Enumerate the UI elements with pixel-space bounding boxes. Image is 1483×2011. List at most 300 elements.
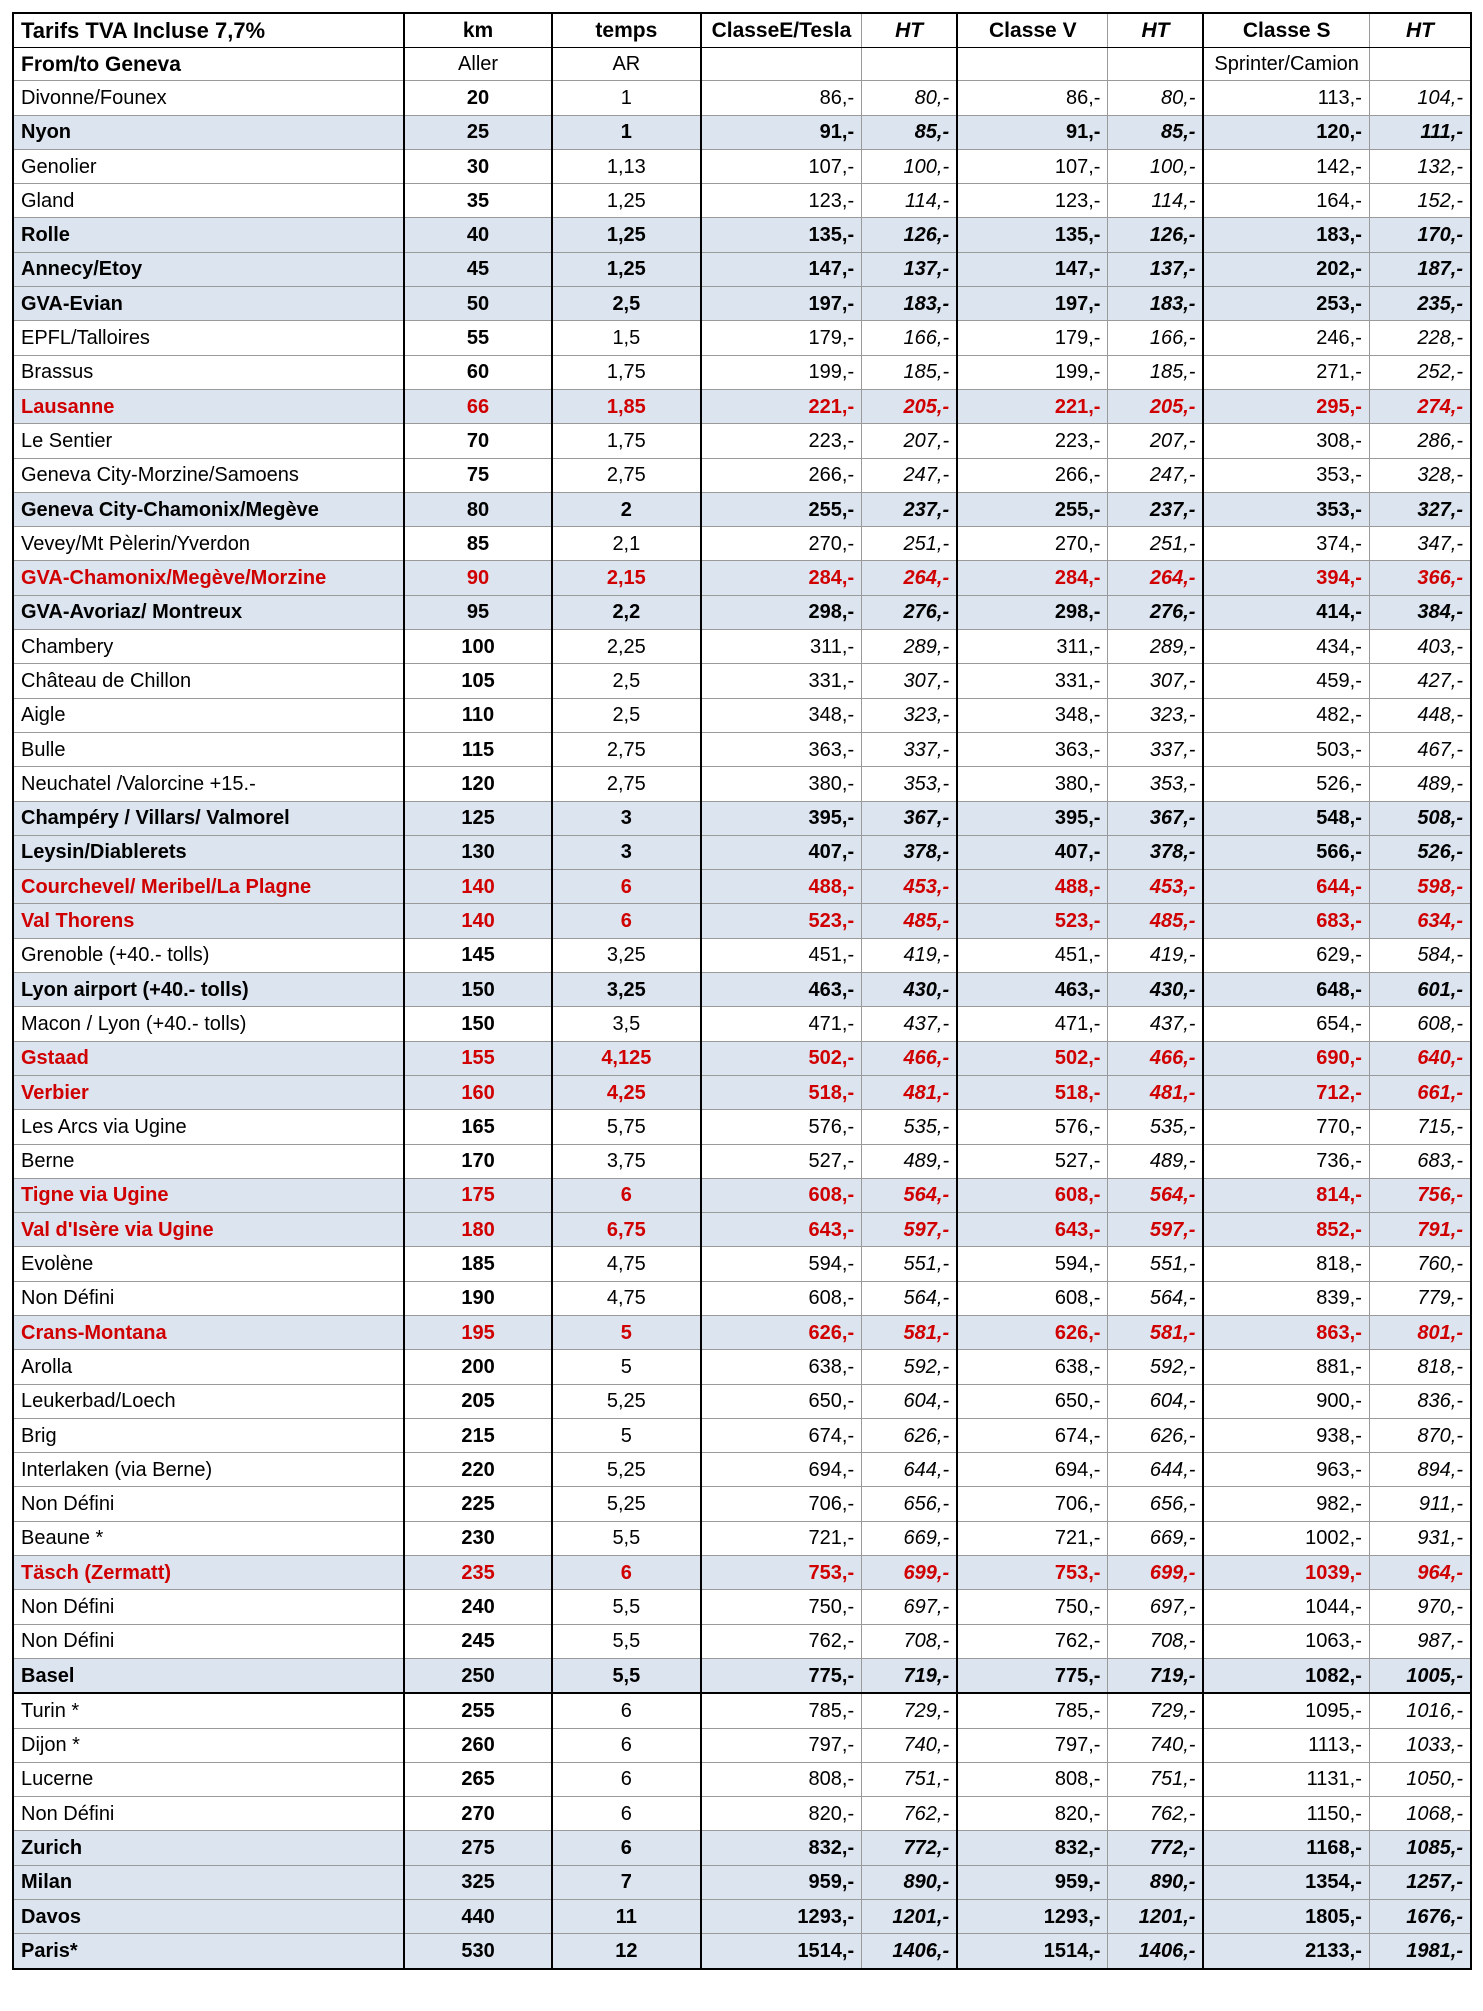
classe-s-ht-cell: 801,- bbox=[1369, 1315, 1471, 1349]
time-cell: 1,25 bbox=[552, 218, 701, 252]
table-row bbox=[13, 1797, 1471, 1831]
table-row bbox=[13, 1075, 1471, 1109]
km-cell: 215 bbox=[404, 1418, 552, 1452]
classe-s-ht-cell: 252,- bbox=[1369, 355, 1471, 389]
aller-label: Aller bbox=[404, 48, 552, 81]
classe-s-price-cell: 113,- bbox=[1203, 81, 1369, 115]
classe-v-ht-cell: 80,- bbox=[1108, 81, 1204, 115]
classe-e-price-cell: 721,- bbox=[701, 1521, 862, 1555]
km-cell: 66 bbox=[404, 389, 552, 423]
classe-e-price-cell: 808,- bbox=[701, 1762, 862, 1796]
destination-cell: Gstaad bbox=[13, 1041, 404, 1075]
classe-v-price-cell: 797,- bbox=[957, 1728, 1108, 1762]
classe-e-price-cell: 502,- bbox=[701, 1041, 862, 1075]
classe-e-ht-cell: 1406,- bbox=[862, 1934, 958, 1969]
destination-cell: Courchevel/ Meribel/La Plagne bbox=[13, 870, 404, 904]
classe-e-price-cell: 594,- bbox=[701, 1247, 862, 1281]
table-row bbox=[13, 698, 1471, 732]
classe-s-ht-cell: 911,- bbox=[1369, 1487, 1471, 1521]
classe-s-price-cell: 164,- bbox=[1203, 184, 1369, 218]
classe-v-ht-cell: 762,- bbox=[1108, 1797, 1204, 1831]
km-cell: 40 bbox=[404, 218, 552, 252]
classe-e-price-cell: 1514,- bbox=[701, 1934, 862, 1969]
classe-e-ht-cell: 751,- bbox=[862, 1762, 958, 1796]
destination-cell: Täsch (Zermatt) bbox=[13, 1556, 404, 1590]
classe-s-ht-cell: 366,- bbox=[1369, 561, 1471, 595]
time-cell: 2,2 bbox=[552, 595, 701, 629]
km-cell: 25 bbox=[404, 115, 552, 149]
classe-v-price-cell: 594,- bbox=[957, 1247, 1108, 1281]
classe-v-price-cell: 753,- bbox=[957, 1556, 1108, 1590]
classe-v-price-cell: 762,- bbox=[957, 1624, 1108, 1658]
classe-s-price-cell: 963,- bbox=[1203, 1453, 1369, 1487]
destination-cell: Bulle bbox=[13, 732, 404, 766]
classe-v-ht-cell: 100,- bbox=[1108, 149, 1204, 183]
classe-s-ht-cell: 1981,- bbox=[1369, 1934, 1471, 1969]
time-cell: 1,75 bbox=[552, 355, 701, 389]
classe-s-ht-cell: 756,- bbox=[1369, 1178, 1471, 1212]
table-row bbox=[13, 1556, 1471, 1590]
km-cell: 45 bbox=[404, 252, 552, 286]
classe-e-price-cell: 576,- bbox=[701, 1110, 862, 1144]
classe-s-price-cell: 683,- bbox=[1203, 904, 1369, 938]
classe-v-price-cell: 527,- bbox=[957, 1144, 1108, 1178]
col-header-ht-s: HT bbox=[1369, 13, 1471, 48]
classe-s-price-cell: 863,- bbox=[1203, 1315, 1369, 1349]
time-cell: 6 bbox=[552, 1556, 701, 1590]
table-row bbox=[13, 1144, 1471, 1178]
destination-cell: Zurich bbox=[13, 1831, 404, 1865]
classe-v-price-cell: 179,- bbox=[957, 321, 1108, 355]
table-row bbox=[13, 81, 1471, 115]
classe-s-ht-cell: 448,- bbox=[1369, 698, 1471, 732]
classe-v-ht-cell: 535,- bbox=[1108, 1110, 1204, 1144]
classe-s-price-cell: 353,- bbox=[1203, 492, 1369, 526]
classe-v-ht-cell: 592,- bbox=[1108, 1350, 1204, 1384]
destination-cell: Château de Chillon bbox=[13, 664, 404, 698]
classe-s-ht-cell: 489,- bbox=[1369, 767, 1471, 801]
km-cell: 140 bbox=[404, 870, 552, 904]
time-cell: 5,5 bbox=[552, 1590, 701, 1624]
classe-v-price-cell: 197,- bbox=[957, 287, 1108, 321]
classe-s-price-cell: 1002,- bbox=[1203, 1521, 1369, 1555]
time-cell: 6 bbox=[552, 870, 701, 904]
table-row bbox=[13, 287, 1471, 321]
time-cell: 1,75 bbox=[552, 424, 701, 458]
classe-s-ht-cell: 601,- bbox=[1369, 973, 1471, 1007]
classe-e-ht-cell: 604,- bbox=[862, 1384, 958, 1418]
destination-cell: Arolla bbox=[13, 1350, 404, 1384]
classe-s-ht-cell: 132,- bbox=[1369, 149, 1471, 183]
classe-e-ht-cell: 551,- bbox=[862, 1247, 958, 1281]
classe-e-price-cell: 395,- bbox=[701, 801, 862, 835]
classe-s-price-cell: 1150,- bbox=[1203, 1797, 1369, 1831]
classe-e-ht-cell: 205,- bbox=[862, 389, 958, 423]
classe-e-ht-cell: 367,- bbox=[862, 801, 958, 835]
time-cell: 2,5 bbox=[552, 698, 701, 732]
km-cell: 180 bbox=[404, 1213, 552, 1247]
time-cell: 5,5 bbox=[552, 1521, 701, 1555]
destination-cell: Evolène bbox=[13, 1247, 404, 1281]
classe-s-ht-cell: 327,- bbox=[1369, 492, 1471, 526]
classe-s-price-cell: 566,- bbox=[1203, 835, 1369, 869]
destination-cell: Non Défini bbox=[13, 1797, 404, 1831]
time-cell: 12 bbox=[552, 1934, 701, 1969]
destination-cell: Turin * bbox=[13, 1693, 404, 1728]
classe-v-ht-cell: 367,- bbox=[1108, 801, 1204, 835]
destination-cell: Lyon airport (+40.- tolls) bbox=[13, 973, 404, 1007]
classe-s-ht-cell: 403,- bbox=[1369, 630, 1471, 664]
time-cell: 2,25 bbox=[552, 630, 701, 664]
classe-e-price-cell: 638,- bbox=[701, 1350, 862, 1384]
classe-v-price-cell: 86,- bbox=[957, 81, 1108, 115]
destination-cell: Interlaken (via Berne) bbox=[13, 1453, 404, 1487]
destination-cell: GVA-Chamonix/Megève/Morzine bbox=[13, 561, 404, 595]
classe-e-price-cell: 331,- bbox=[701, 664, 862, 698]
col-header-ht-v: HT bbox=[1108, 13, 1204, 48]
classe-e-ht-cell: 114,- bbox=[862, 184, 958, 218]
time-cell: 5,25 bbox=[552, 1487, 701, 1521]
classe-v-price-cell: 199,- bbox=[957, 355, 1108, 389]
classe-s-ht-cell: 1068,- bbox=[1369, 1797, 1471, 1831]
classe-s-price-cell: 881,- bbox=[1203, 1350, 1369, 1384]
classe-s-ht-cell: 836,- bbox=[1369, 1384, 1471, 1418]
classe-s-ht-cell: 584,- bbox=[1369, 938, 1471, 972]
time-cell: 5 bbox=[552, 1315, 701, 1349]
classe-s-ht-cell: 152,- bbox=[1369, 184, 1471, 218]
classe-s-price-cell: 814,- bbox=[1203, 1178, 1369, 1212]
classe-e-ht-cell: 719,- bbox=[862, 1658, 958, 1693]
classe-v-price-cell: 221,- bbox=[957, 389, 1108, 423]
classe-e-price-cell: 820,- bbox=[701, 1797, 862, 1831]
table-row bbox=[13, 424, 1471, 458]
table-row bbox=[13, 1658, 1471, 1693]
classe-s-price-cell: 736,- bbox=[1203, 1144, 1369, 1178]
classe-v-price-cell: 959,- bbox=[957, 1865, 1108, 1899]
classe-s-price-cell: 246,- bbox=[1203, 321, 1369, 355]
km-cell: 75 bbox=[404, 458, 552, 492]
classe-e-ht-cell: 669,- bbox=[862, 1521, 958, 1555]
destination-cell: Val Thorens bbox=[13, 904, 404, 938]
km-cell: 225 bbox=[404, 1487, 552, 1521]
classe-v-ht-cell: 489,- bbox=[1108, 1144, 1204, 1178]
time-cell: 5,25 bbox=[552, 1453, 701, 1487]
classe-s-ht-cell: 1257,- bbox=[1369, 1865, 1471, 1899]
classe-s-ht-cell: 427,- bbox=[1369, 664, 1471, 698]
km-cell: 440 bbox=[404, 1900, 552, 1934]
time-cell: 3,75 bbox=[552, 1144, 701, 1178]
time-cell: 1,5 bbox=[552, 321, 701, 355]
classe-e-price-cell: 135,- bbox=[701, 218, 862, 252]
km-cell: 230 bbox=[404, 1521, 552, 1555]
classe-v-price-cell: 674,- bbox=[957, 1418, 1108, 1452]
classe-e-price-cell: 91,- bbox=[701, 115, 862, 149]
km-cell: 110 bbox=[404, 698, 552, 732]
time-cell: 4,25 bbox=[552, 1075, 701, 1109]
classe-s-ht-cell: 228,- bbox=[1369, 321, 1471, 355]
classe-v-ht-cell: 337,- bbox=[1108, 732, 1204, 766]
classe-e-price-cell: 199,- bbox=[701, 355, 862, 389]
classe-s-ht-cell: 870,- bbox=[1369, 1418, 1471, 1452]
km-cell: 185 bbox=[404, 1247, 552, 1281]
classe-s-ht-cell: 894,- bbox=[1369, 1453, 1471, 1487]
destination-cell: GVA-Evian bbox=[13, 287, 404, 321]
time-cell: 2 bbox=[552, 492, 701, 526]
classe-s-price-cell: 1063,- bbox=[1203, 1624, 1369, 1658]
table-row bbox=[13, 1418, 1471, 1452]
ar-label: AR bbox=[552, 48, 701, 81]
classe-s-price-cell: 839,- bbox=[1203, 1281, 1369, 1315]
classe-s-ht-cell: 608,- bbox=[1369, 1007, 1471, 1041]
table-row bbox=[13, 458, 1471, 492]
classe-s-ht-cell: 661,- bbox=[1369, 1075, 1471, 1109]
km-cell: 55 bbox=[404, 321, 552, 355]
classe-s-price-cell: 712,- bbox=[1203, 1075, 1369, 1109]
destination-cell: Val d'Isère via Ugine bbox=[13, 1213, 404, 1247]
classe-v-ht-cell: 247,- bbox=[1108, 458, 1204, 492]
classe-v-price-cell: 750,- bbox=[957, 1590, 1108, 1624]
classe-s-ht-cell: 640,- bbox=[1369, 1041, 1471, 1075]
classe-v-price-cell: 270,- bbox=[957, 527, 1108, 561]
table-row bbox=[13, 389, 1471, 423]
time-cell: 2,5 bbox=[552, 287, 701, 321]
classe-s-ht-cell: 347,- bbox=[1369, 527, 1471, 561]
time-cell: 3,25 bbox=[552, 973, 701, 1007]
classe-v-ht-cell: 437,- bbox=[1108, 1007, 1204, 1041]
classe-v-price-cell: 638,- bbox=[957, 1350, 1108, 1384]
destination-cell: Divonne/Founex bbox=[13, 81, 404, 115]
table-row bbox=[13, 1590, 1471, 1624]
classe-s-price-cell: 482,- bbox=[1203, 698, 1369, 732]
time-cell: 3 bbox=[552, 801, 701, 835]
classe-v-ht-cell: 323,- bbox=[1108, 698, 1204, 732]
time-cell: 2,5 bbox=[552, 664, 701, 698]
classe-e-price-cell: 451,- bbox=[701, 938, 862, 972]
table-row bbox=[13, 801, 1471, 835]
table-row bbox=[13, 355, 1471, 389]
classe-e-ht-cell: 437,- bbox=[862, 1007, 958, 1041]
classe-s-price-cell: 644,- bbox=[1203, 870, 1369, 904]
classe-e-price-cell: 527,- bbox=[701, 1144, 862, 1178]
classe-s-price-cell: 295,- bbox=[1203, 389, 1369, 423]
classe-e-ht-cell: 1201,- bbox=[862, 1900, 958, 1934]
classe-s-price-cell: 353,- bbox=[1203, 458, 1369, 492]
classe-v-price-cell: 518,- bbox=[957, 1075, 1108, 1109]
classe-s-ht-cell: 235,- bbox=[1369, 287, 1471, 321]
classe-e-price-cell: 223,- bbox=[701, 424, 862, 458]
classe-v-price-cell: 1514,- bbox=[957, 1934, 1108, 1969]
destination-cell: Verbier bbox=[13, 1075, 404, 1109]
classe-v-price-cell: 643,- bbox=[957, 1213, 1108, 1247]
classe-v-price-cell: 266,- bbox=[957, 458, 1108, 492]
col-header-classe-v: Classe V bbox=[957, 13, 1108, 48]
classe-v-price-cell: 523,- bbox=[957, 904, 1108, 938]
classe-s-price-cell: 526,- bbox=[1203, 767, 1369, 801]
classe-v-ht-cell: 289,- bbox=[1108, 630, 1204, 664]
classe-e-ht-cell: 137,- bbox=[862, 252, 958, 286]
classe-s-price-cell: 120,- bbox=[1203, 115, 1369, 149]
classe-e-ht-cell: 729,- bbox=[862, 1693, 958, 1728]
destination-cell: Geneva City-Morzine/Samoens bbox=[13, 458, 404, 492]
km-cell: 240 bbox=[404, 1590, 552, 1624]
classe-v-ht-cell: 656,- bbox=[1108, 1487, 1204, 1521]
classe-s-price-cell: 503,- bbox=[1203, 732, 1369, 766]
col-header-classe-e: ClasseE/Tesla bbox=[701, 13, 862, 48]
classe-e-price-cell: 797,- bbox=[701, 1728, 862, 1762]
classe-s-price-cell: 900,- bbox=[1203, 1384, 1369, 1418]
destination-cell: Non Défini bbox=[13, 1487, 404, 1521]
classe-e-price-cell: 197,- bbox=[701, 287, 862, 321]
classe-e-ht-cell: 126,- bbox=[862, 218, 958, 252]
time-cell: 5,75 bbox=[552, 1110, 701, 1144]
classe-e-ht-cell: 772,- bbox=[862, 1831, 958, 1865]
table-row bbox=[13, 1693, 1471, 1728]
table-row bbox=[13, 492, 1471, 526]
classe-v-ht-cell: 466,- bbox=[1108, 1041, 1204, 1075]
time-cell: 2,75 bbox=[552, 732, 701, 766]
classe-e-ht-cell: 264,- bbox=[862, 561, 958, 595]
classe-e-price-cell: 255,- bbox=[701, 492, 862, 526]
table-body bbox=[13, 81, 1471, 1969]
destination-cell: Le Sentier bbox=[13, 424, 404, 458]
classe-s-price-cell: 654,- bbox=[1203, 1007, 1369, 1041]
classe-e-ht-cell: 564,- bbox=[862, 1281, 958, 1315]
classe-e-price-cell: 311,- bbox=[701, 630, 862, 664]
classe-v-ht-cell: 453,- bbox=[1108, 870, 1204, 904]
classe-v-ht-cell: 564,- bbox=[1108, 1281, 1204, 1315]
classe-v-price-cell: 298,- bbox=[957, 595, 1108, 629]
classe-s-price-cell: 142,- bbox=[1203, 149, 1369, 183]
table-row bbox=[13, 664, 1471, 698]
km-cell: 325 bbox=[404, 1865, 552, 1899]
classe-s-price-cell: 1113,- bbox=[1203, 1728, 1369, 1762]
classe-s-ht-cell: 634,- bbox=[1369, 904, 1471, 938]
classe-s-price-cell: 770,- bbox=[1203, 1110, 1369, 1144]
classe-e-price-cell: 762,- bbox=[701, 1624, 862, 1658]
classe-v-price-cell: 626,- bbox=[957, 1315, 1108, 1349]
classe-e-ht-cell: 207,- bbox=[862, 424, 958, 458]
time-cell: 6 bbox=[552, 1762, 701, 1796]
table-row bbox=[13, 1315, 1471, 1349]
km-cell: 160 bbox=[404, 1075, 552, 1109]
km-cell: 245 bbox=[404, 1624, 552, 1658]
destination-cell: Lausanne bbox=[13, 389, 404, 423]
km-cell: 150 bbox=[404, 973, 552, 1007]
classe-e-ht-cell: 247,- bbox=[862, 458, 958, 492]
classe-e-ht-cell: 100,- bbox=[862, 149, 958, 183]
classe-e-ht-cell: 237,- bbox=[862, 492, 958, 526]
classe-e-ht-cell: 378,- bbox=[862, 835, 958, 869]
classe-s-price-cell: 1168,- bbox=[1203, 1831, 1369, 1865]
classe-e-ht-cell: 466,- bbox=[862, 1041, 958, 1075]
table-row bbox=[13, 904, 1471, 938]
table-row bbox=[13, 252, 1471, 286]
classe-v-ht-cell: 276,- bbox=[1108, 595, 1204, 629]
classe-s-price-cell: 1044,- bbox=[1203, 1590, 1369, 1624]
km-cell: 205 bbox=[404, 1384, 552, 1418]
time-cell: 5,25 bbox=[552, 1384, 701, 1418]
classe-e-ht-cell: 485,- bbox=[862, 904, 958, 938]
km-cell: 270 bbox=[404, 1797, 552, 1831]
classe-v-ht-cell: 564,- bbox=[1108, 1178, 1204, 1212]
classe-s-ht-cell: 170,- bbox=[1369, 218, 1471, 252]
table-row bbox=[13, 1041, 1471, 1075]
table-row bbox=[13, 561, 1471, 595]
classe-v-ht-cell: 207,- bbox=[1108, 424, 1204, 458]
classe-v-price-cell: 502,- bbox=[957, 1041, 1108, 1075]
classe-v-ht-cell: 1201,- bbox=[1108, 1900, 1204, 1934]
table-row bbox=[13, 938, 1471, 972]
destination-cell: Gland bbox=[13, 184, 404, 218]
classe-e-price-cell: 147,- bbox=[701, 252, 862, 286]
classe-s-ht-cell: 598,- bbox=[1369, 870, 1471, 904]
km-cell: 115 bbox=[404, 732, 552, 766]
destination-cell: Grenoble (+40.- tolls) bbox=[13, 938, 404, 972]
classe-v-ht-cell: 597,- bbox=[1108, 1213, 1204, 1247]
table-row bbox=[13, 1247, 1471, 1281]
km-cell: 175 bbox=[404, 1178, 552, 1212]
time-cell: 5,5 bbox=[552, 1658, 701, 1693]
classe-v-price-cell: 407,- bbox=[957, 835, 1108, 869]
classe-v-ht-cell: 669,- bbox=[1108, 1521, 1204, 1555]
table-row bbox=[13, 1453, 1471, 1487]
destination-cell: Non Défini bbox=[13, 1590, 404, 1624]
classe-e-price-cell: 284,- bbox=[701, 561, 862, 595]
classe-e-price-cell: 518,- bbox=[701, 1075, 862, 1109]
classe-v-price-cell: 650,- bbox=[957, 1384, 1108, 1418]
classe-s-price-cell: 374,- bbox=[1203, 527, 1369, 561]
header-row bbox=[13, 13, 1471, 48]
km-cell: 275 bbox=[404, 1831, 552, 1865]
km-cell: 150 bbox=[404, 1007, 552, 1041]
classe-v-price-cell: 463,- bbox=[957, 973, 1108, 1007]
classe-v-price-cell: 808,- bbox=[957, 1762, 1108, 1796]
classe-v-ht-cell: 419,- bbox=[1108, 938, 1204, 972]
destination-cell: Leukerbad/Loech bbox=[13, 1384, 404, 1418]
destination-cell: Neuchatel /Valorcine +15.- bbox=[13, 767, 404, 801]
table-row bbox=[13, 527, 1471, 561]
classe-e-price-cell: 86,- bbox=[701, 81, 862, 115]
table-row bbox=[13, 115, 1471, 149]
classe-e-price-cell: 785,- bbox=[701, 1693, 862, 1728]
classe-v-price-cell: 380,- bbox=[957, 767, 1108, 801]
classe-v-ht-cell: 729,- bbox=[1108, 1693, 1204, 1728]
destination-cell: Brig bbox=[13, 1418, 404, 1452]
km-cell: 100 bbox=[404, 630, 552, 664]
classe-v-price-cell: 107,- bbox=[957, 149, 1108, 183]
destination-cell: EPFL/Talloires bbox=[13, 321, 404, 355]
classe-v-price-cell: 223,- bbox=[957, 424, 1108, 458]
destination-cell: Milan bbox=[13, 1865, 404, 1899]
empty-cell bbox=[1108, 48, 1204, 81]
classe-s-ht-cell: 779,- bbox=[1369, 1281, 1471, 1315]
classe-e-ht-cell: 597,- bbox=[862, 1213, 958, 1247]
classe-v-ht-cell: 114,- bbox=[1108, 184, 1204, 218]
table-row bbox=[13, 1281, 1471, 1315]
classe-v-price-cell: 135,- bbox=[957, 218, 1108, 252]
table-row bbox=[13, 1178, 1471, 1212]
empty-cell bbox=[957, 48, 1108, 81]
classe-v-ht-cell: 185,- bbox=[1108, 355, 1204, 389]
km-cell: 265 bbox=[404, 1762, 552, 1796]
table-row bbox=[13, 1934, 1471, 1969]
classe-v-price-cell: 91,- bbox=[957, 115, 1108, 149]
classe-e-ht-cell: 453,- bbox=[862, 870, 958, 904]
table-row bbox=[13, 1624, 1471, 1658]
classe-e-price-cell: 1293,- bbox=[701, 1900, 862, 1934]
classe-e-ht-cell: 430,- bbox=[862, 973, 958, 1007]
time-cell: 1 bbox=[552, 81, 701, 115]
